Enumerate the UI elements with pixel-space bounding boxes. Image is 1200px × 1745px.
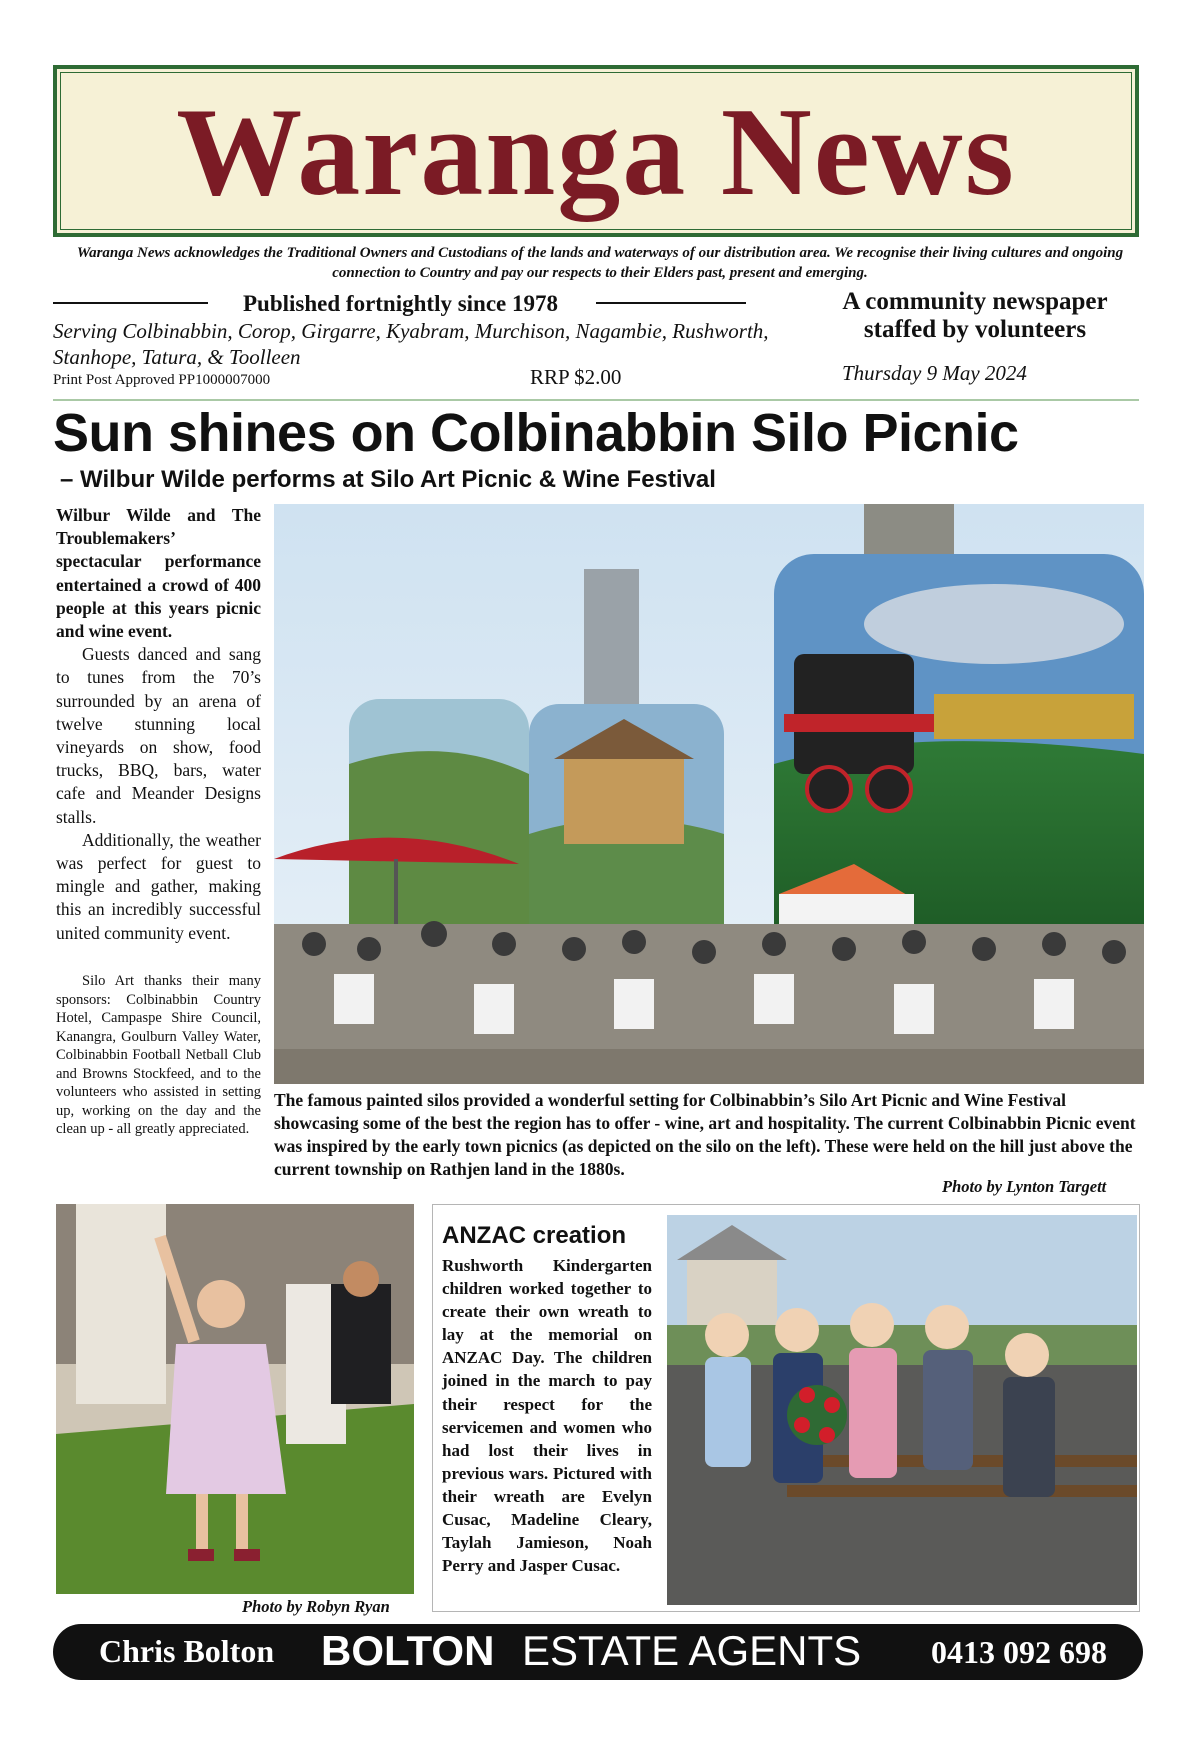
serving-areas: Serving Colbinabbin, Corop, Girgarre, Kyabram, Murchison, Nagambie, Rushworth, Stanhope, Tatura, & Toolleen — [53, 319, 769, 369]
anzac-heading: ANZAC creation — [442, 1222, 627, 1249]
price: RRP $2.00 — [530, 365, 622, 389]
lead-article-body — [56, 504, 261, 945]
silo-picnic-photo — [274, 504, 1144, 1084]
estate-agent-advertisement — [53, 1624, 1143, 1680]
rule-right — [596, 302, 746, 304]
lead-headline: Sun shines on Colbinabbin Silo Picnic — [53, 403, 1019, 463]
community-tagline: A community newspaper staffed by volunteers — [842, 288, 1108, 343]
acknowledgement-of-country: Waranga News acknowledges the Traditional Owners and Custodians of the lands and waterways of our distribution area. We recognise their living cultures and ongoing connection to Country and pay our respects to their Elders past, present and emerging. — [76, 245, 1124, 281]
ad-agency-name-bold: BOLTON — [321, 1627, 495, 1674]
article-paragraph: Guests danced and sang to tunes from the 70’s surrounded by an arena of twelve stunning local vineyards on show, food trucks, BBQ, bars, water cafe and Meander Designs stalls. — [56, 644, 261, 827]
ad-agent-name: Chris Bolton — [99, 1633, 275, 1669]
lead-subheadline: – Wilbur Wilde performs at Silo Art Picnic & Wine Festival — [60, 466, 716, 493]
masthead — [53, 65, 1139, 237]
newspaper-title: Waranga News — [176, 83, 1016, 222]
rule-left — [53, 302, 208, 304]
main-photo-credit: Photo by Lynton Targett — [942, 1177, 1107, 1196]
ad-agency-name: ESTATE AGENTS — [522, 1627, 862, 1674]
kindergarten-children-photo — [667, 1215, 1137, 1605]
print-post-number: Print Post Approved PP1000007000 — [53, 372, 271, 388]
dancing-child-photo — [56, 1204, 414, 1594]
article-paragraph: Additionally, the weather was perfect for guest to mingle and gather, making this an incredibly successful united community event. — [56, 829, 261, 943]
published-since: Published fortnightly since 1978 — [243, 291, 559, 316]
article-lead-paragraph: Wilbur Wilde and The Troublemakers’ spectacular performance entertained a crowd of 400 people at this years picnic and wine event. — [56, 505, 261, 642]
main-photo-caption: The famous painted silos provided a wonderful setting for Colbinabbin’s Silo Art Picnic and Wine Festival showcasing some of the best the region has to offer - wine, art and hospitality. The current Colbinabbin Picnic event was inspired by the early town picnics (as depicted on the silo on the left). These were held on the hill just above the current township on Rathjen land in the 1880s. — [274, 1090, 1136, 1179]
sponsors-paragraph: Silo Art thanks their many sponsors: Colbinabbin Country Hotel, Campaspe Shire Council, Kanangra, Goulburn Valley Water, Colbinabbin Football Netball Club and Browns Stockfeed, and to the volunteers who assisted in setting up, working on the day and the clean up - all greatly appreciated. — [56, 973, 261, 1137]
anzac-body: Rushworth Kindergarten children worked together to create their own wreath to lay at the memorial on ANZAC Day. The children joined in the march to pay their respect for the servicemen and women who had lost their lives in previous wars. Pictured with their wreath are Evelyn Cusac, Madeline Cleary, Taylah Jamieson, Noah Perry and Jasper Cusac. — [442, 1256, 652, 1576]
girl-photo-credit: Photo by Robyn Ryan — [242, 1597, 390, 1616]
issue-date: Thursday 9 May 2024 — [842, 361, 1027, 385]
ad-phone-number: 0413 092 698 — [931, 1634, 1107, 1670]
